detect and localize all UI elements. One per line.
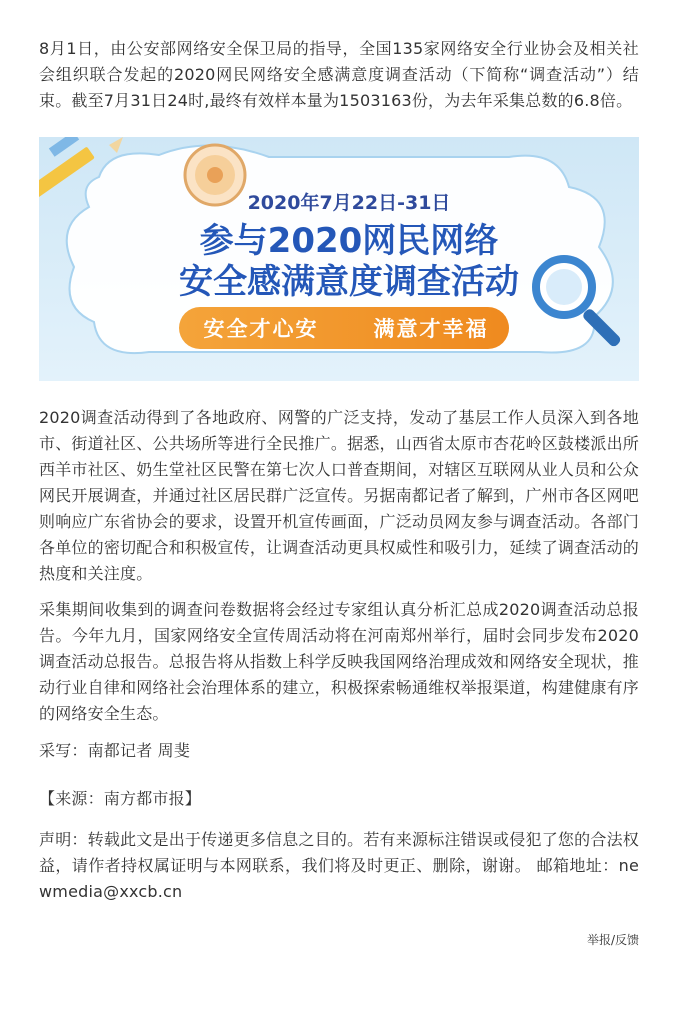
banner-slogan-1: 安全才心安	[203, 317, 319, 341]
paragraph-report: 采集期间收集到的调查问卷数据将会经过专家组认真分析汇总成2020调查活动总报告。今年九月，国家网络安全宣传周活动将在河南郑州举行，届时会同步发布2020调查活动总报告。总报告将从指数上科学反映我国网络治理成效和网络安全现状，推动行业自律和网络社会治理体系的建立，积极探索畅通维权举报渠道，构建健康有序的网络安全生态。	[39, 600, 639, 723]
association-logo-icon	[185, 145, 245, 205]
paragraph-intro: 8月1日，由公安部网络安全保卫局的指导，全国135家网络安全行业协会及相关社会组织联合发起的2020网民网络安全感满意度调查活动（下简称“调查活动”）结束。截至7月31日24时,最终有效样本量为1503163份，为去年采集总数的6.8倍。	[39, 39, 639, 110]
banner-title-line-2: 安全感满意度调查活动	[179, 262, 519, 302]
event-banner-image	[39, 137, 639, 381]
banner-graphic	[39, 137, 639, 381]
banner-slogan-2: 满意才幸福	[373, 317, 489, 341]
disclaimer: 声明：转载此文是出于传递更多信息之目的。若有来源标注错误或侵犯了您的合法权益，请作者持权属证明与本网联系，我们将及时更正、删除，谢谢。 邮箱地址：newmedia@xxcb.cn	[39, 830, 639, 901]
paragraph-support: 2020调查活动得到了各地政府、网警的广泛支持，发动了基层工作人员深入到各地市、街道社区、公共场所等进行全民推广。据悉，山西省太原市杏花岭区鼓楼派出所西羊市社区、奶生堂社区民警在第七次人口普查期间，对辖区互联网从业人员和公众网民开展调查，并通过社区居民群广泛宣传。另据南都记者了解到，广州市各区网吧则响应广东省协会的要求，设置开机宣传画面，广泛动员网友参与调查活动。各部门各单位的密切配合和积极宣传，让调查活动更具权威性和吸引力，延续了调查活动的热度和关注度。	[39, 408, 639, 583]
source-line: 【来源：南方都市报】	[39, 789, 202, 808]
banner-title-line-1: 参与2020网民网络	[199, 221, 499, 261]
report-feedback-link[interactable]: 举报/反馈	[586, 933, 639, 947]
banner-date: 2020年7月22日-31日	[247, 192, 451, 214]
byline: 采写：南都记者 周斐	[39, 741, 191, 760]
